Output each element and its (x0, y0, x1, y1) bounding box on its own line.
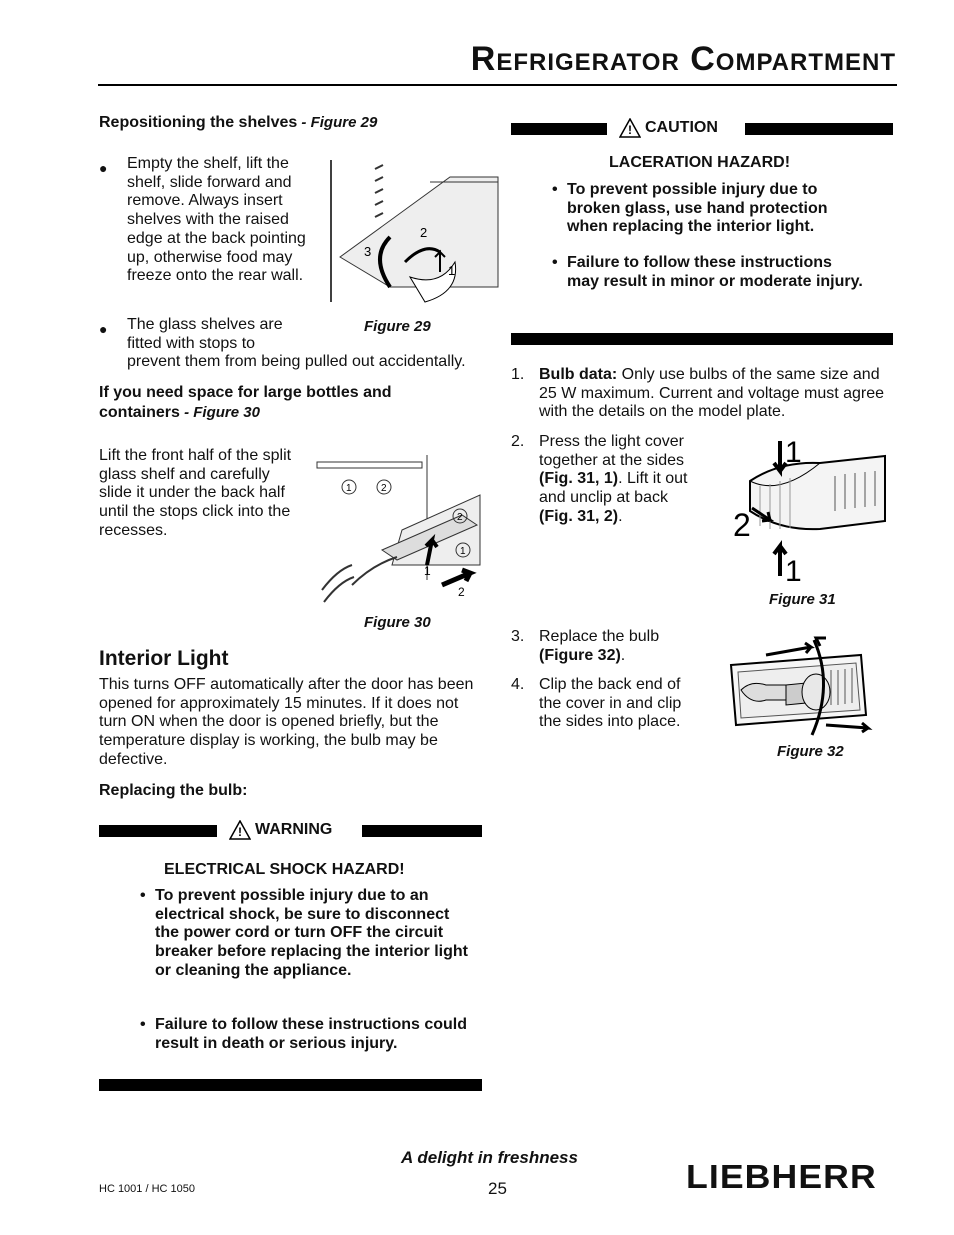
step-4-text: Clip the back end of the cover in and clip the sides into place. (539, 676, 682, 731)
step-4-number: 4. (511, 676, 525, 693)
bullet-dot: • (552, 181, 558, 198)
bullet-glass-shelves: The glass shelves are fitted with stops to (127, 316, 283, 352)
svg-text:2: 2 (381, 483, 387, 494)
warning-bar-left (99, 825, 217, 837)
caution-bar-bottom (511, 333, 893, 345)
warning-bullet-2: Failure to follow these instructions could result in death or serious injury. (155, 1016, 468, 1052)
bullet-dot: ● (99, 321, 108, 337)
figure-29-caption: Figure 29 (364, 318, 431, 335)
page-title: Refrigerator Compartment (470, 40, 896, 78)
step-3-number: 3. (511, 628, 525, 645)
section-repositioning-title: Repositioning the shelves - Figure 29 (99, 114, 378, 131)
svg-text:2: 2 (733, 507, 751, 543)
warning-heading: ! WARNING (229, 820, 332, 840)
svg-text:1: 1 (448, 263, 456, 278)
step-1-number: 1. (511, 366, 525, 383)
figure-31-caption: Figure 31 (769, 591, 836, 608)
svg-text:2: 2 (457, 512, 463, 523)
svg-text:1: 1 (424, 564, 431, 578)
warning-bullet-1: To prevent possible injury due to an electrical shock, be sure to disconnect the power cord or turn OFF the circuit breaker before replacing the interior light or cleaning the appliance. (155, 887, 468, 979)
figure-32-caption: Figure 32 (777, 743, 844, 760)
step-1-text: Bulb data: Only use bulbs of the same size and 25 W maximum. Current and voltage must agree with the details on the model plate. (539, 366, 885, 421)
bullet-dot: • (140, 887, 146, 904)
header-rule (98, 84, 897, 86)
warning-bar-bottom (99, 1079, 482, 1091)
caution-bullet-2: Failure to follow these instructions may result in minor or moderate injury. (567, 254, 863, 290)
figure-32-illustration (726, 630, 876, 740)
bullet-dot: • (552, 254, 558, 271)
svg-text:1: 1 (460, 546, 466, 557)
caution-hazard: LACERATION HAZARD! (609, 154, 791, 171)
footer-model: HC 1001 / HC 1050 (99, 1183, 195, 1195)
large-bottles-text: Lift the front half of the split glass shelf and carefully slide it under the back half until the stops click into the recesses. (99, 447, 292, 539)
bullet-glass-shelves-cont: prevent them from being pulled out accidentally. (127, 353, 466, 370)
svg-text:1: 1 (785, 555, 802, 586)
caution-bullet-1: To prevent possible injury due to broken glass, use hand protection when replacing the interior light. (567, 181, 828, 236)
step-3-text: Replace the bulb (Figure 32). (539, 628, 660, 664)
warning-triangle-icon (619, 118, 641, 138)
warning-hazard: ELECTRICAL SHOCK HAZARD! (164, 861, 405, 878)
svg-text:2: 2 (420, 225, 428, 240)
svg-text:2: 2 (458, 585, 465, 599)
figure-30-caption: Figure 30 (364, 614, 431, 631)
page-number: 25 (488, 1179, 507, 1198)
svg-text:1: 1 (346, 483, 352, 494)
caution-bar-right (745, 123, 893, 135)
footer-tagline: A delight in freshness (401, 1148, 578, 1167)
caution-bar-left (511, 123, 607, 135)
svg-text:!: ! (238, 825, 242, 839)
brand-logo: LIEBHERR (686, 1158, 877, 1195)
warning-bar-right (362, 825, 482, 837)
figure-30-illustration (312, 450, 482, 610)
svg-text:3: 3 (364, 244, 372, 259)
section-replacing-bulb-title: Replacing the bulb: (99, 782, 248, 799)
svg-text:1: 1 (785, 436, 802, 469)
bullet-empty-shelf: Empty the shelf, lift the shelf, slide forward and remove. Always insert shelves with the raised edge at the back pointing up, otherwise food may freeze onto the rear wall. (127, 155, 306, 285)
bullet-dot: • (140, 1016, 146, 1033)
figure-31-illustration (730, 436, 890, 586)
section-large-bottles-title: If you need space for large bottles and containers - Figure 30 (99, 384, 392, 421)
step-2-number: 2. (511, 433, 525, 450)
interior-light-text: This turns OFF automatically after the door has been opened for approximately 15 minutes. If it does not turn ON when the door is opened briefly, but the temperature display is working, the bulb may be defective. (99, 676, 474, 768)
svg-text:!: ! (628, 123, 632, 137)
figure-29-illustration (330, 157, 500, 317)
bullet-dot: ● (99, 160, 108, 176)
warning-triangle-icon (229, 820, 251, 840)
caution-heading: ! CAUTION (619, 118, 718, 138)
step-2-text: Press the light cover together at the sides (Fig. 31, 1). Lift it out and unclip at back (Fig. 31, 2). (539, 433, 688, 525)
section-interior-light-title: Interior Light (99, 647, 229, 670)
